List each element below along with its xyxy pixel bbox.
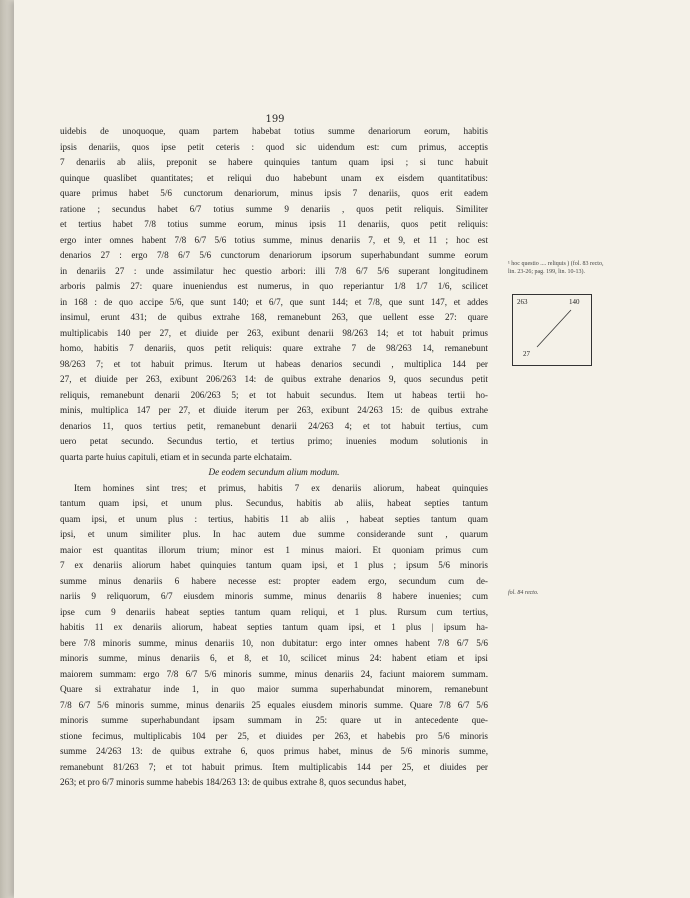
text-line: 7 ex denariis aliorum habet quinquies tantum quam ipsi, et 1 plus ; ipsum 5/6 minoris [60, 560, 488, 570]
text-line: denarios 27 : ergo 7/8 6/7 5/6 cunctorum denariorum ipsorum superhabundant summe eorum [60, 250, 488, 260]
text-line: et tertius habet 7/8 totius summe eorum, minus ipsis 11 denariis, quos petit reliquis: [60, 219, 488, 229]
text-line: minoris summe, minus denariis 6, et 8, et 10, scilicet minus 24: habent etiam et ipsi [60, 653, 488, 663]
paragraph-2 [60, 481, 488, 791]
text-line: quarta parte huius capituli, etiam et in secunda parte elchataim. [60, 451, 292, 462]
text-line: 98/263 7; et tot habuit primus. Iterum ut habeas denarios secundi , multiplica 144 per [60, 358, 488, 369]
margin-note-reference: ¹ hoc questio .... reliquis ) (fol. 83 recto, lin. 23-26; pag. 199, lin. 10-13). [508, 261, 604, 275]
paragraph-1 [60, 124, 488, 465]
text-line: 7/8 6/7 5/6 minoris summe, minus denariis 25 equales eiusdem minoris summe. Quare 7/8 6/7 5/6 [60, 699, 488, 710]
text-line: quinque quaslibet quantitates; et reliqui duo habebunt unam ex eisdem quantitatibus: [60, 172, 488, 183]
text-line: in denariis 27 : unde assimilatur hec questio arbori: illi 7/8 6/7 5/6 superant longitudinem [60, 265, 488, 276]
text-line: insimul, erunt 431; de quibus extrahe 168, remanebunt 263, que uellent esse 27: quare [60, 312, 488, 322]
text-line: maior est quantitas illorum trium; minor est 1 minus maiori. Et quoniam primus cum [60, 544, 488, 555]
diagram-label-bottom-left: 27 [523, 350, 530, 358]
text-line: bere 7/8 minoris summe, minus denariis 10, non dubitatur: ergo inter omnes habent 7/8 6/7 5/6 [60, 637, 488, 648]
diagram-diagonal-line [537, 310, 571, 347]
text-line: 27, et diuide per 263, exibunt 206/263 14: de quibus extrahe denarios 9, quos secundus petit [60, 374, 488, 384]
diagram-box [512, 294, 592, 366]
text-line: Quare si extrahatur inde 1, in quo maior summa superhabundat minorem, remanebunt [60, 684, 488, 694]
text-line: remanebunt 81/263 7; et tot habuit primus. Item multiplicabis 144 per 25, et diuides per [60, 761, 488, 772]
text-line: ipse cum 9 denariis habeat septies tantum quam reliqui, et 1 plus. Rursum cum tertius, [60, 606, 488, 617]
text-line: uidebis de unoquoque, quam partem habebat totius summe denariorum eorum, habitis [60, 126, 488, 136]
main-text [60, 124, 488, 791]
text-line: quam ipsi, et unum plus : tertius, habitis 11 ab aliis , habeat septies tantum quam [60, 513, 488, 524]
text-line: minis, multiplica 147 per 27, et diuide iterum per 263, exibunt 24/263 15: de quibus extrahe [60, 405, 488, 415]
text-line: tantum quam ipsi, et unum plus. Secundus, habitis ab aliis, habeat septies tantum [60, 498, 488, 508]
margin-note-folio: fol. 84 recto. [508, 590, 539, 596]
text-line: ipsi, et unum similiter plus. In hac autem due summe considerande sunt , quarum [60, 529, 488, 539]
text-line: stione fecimus, multiplicabis 104 per 25, et diuides per 263, et habebis pro 5/6 minoris [60, 730, 488, 741]
diagram-label-top-right: 140 [569, 298, 580, 306]
text-line: denarios 11, quos tertius petit, remanebunt denarii 24/263 4; et tot habuit tertius, cum [60, 420, 488, 431]
text-line: Item homines sint tres; et primus, habitis 7 ex denariis aliorum, habeat quinquies [74, 482, 488, 493]
text-line: habitis 11 ex denariis aliorum, habeat septies tantum quam ipsi, et 1 plus | ipsum ha- [60, 622, 488, 632]
text-line: uero petat secundo. Secundus tertio, et tertius primo; inuenies modum solutionis in [60, 436, 488, 446]
diagram-label-top-left: 263 [517, 298, 528, 306]
text-line: maiorem summam: ergo 7/8 6/7 5/6 minoris summe, minus denariis 24, faciunt maiorem summam. [60, 668, 488, 679]
page-number: 199 [265, 114, 285, 125]
text-line: nariis 9 reliquorum, 6/7 eiusdem minoris summe, minus denariis 8 habere inuenies; cum [60, 591, 488, 601]
text-line: multiplicabis 140 per 27, et diuide per 263, exibunt denarii 98/263 14; et tot habuit primus [60, 327, 488, 338]
text-line: ipsis denariis, quos ipse petit ceteris : quod sic uidendum est: cum primus, acceptis [60, 141, 488, 152]
text-line: 263; et pro 6/7 minoris summe habebis 184/263 13: de quibus extrahe 8, quos secundus habet, [60, 777, 407, 787]
text-line: minoris summe superhabundant ipsam summam in 25: quare ut in antecedente que- [60, 715, 488, 725]
text-line: 7 denariis ab aliis, preponit se habere quinquies tantum quam ipsi ; si tunc habuit [60, 157, 488, 167]
text-line: reliquis, remanebunt denarii 206/263 5; et tot habuit secundus. Item ut habeas tertii ho- [60, 389, 488, 400]
text-line: ergo inter omnes habent 7/8 6/7 5/6 totius summe, minus denariis 7, et 9, et 11 ; hoc est [60, 234, 488, 245]
section-heading: De eodem secundum alium modum. [208, 467, 340, 477]
text-line: in 168 : de quo accipe 5/6, que sunt 140; et 6/7, que sunt 144; et 7/8, que sunt 147, et addes [60, 296, 488, 307]
text-line: quare primus habet 5/6 cunctorum denariorum, minus ipsis 7 denariis, quos erit eadem [60, 188, 488, 198]
text-line: summe 24/263 13: de quibus extrahe 6, quos primus habet, minus de 5/6 minoris summe, [60, 746, 488, 756]
text-line: summe minus denariis 6 habere necesse est: propter eadem ergo, secundum cum de- [60, 575, 488, 586]
text-line: arboris palmis 27: quare inueniendus est numerus, in quo reperiantur 1/8 1/7 1/6, scilicet [60, 281, 488, 291]
text-line: homo, habitis 7 denariis, quos petit reliquis: quare extrahe 7 de 98/263 14, remanebunt [60, 343, 488, 353]
text-line: ratione ; secundus habet 6/7 totius summe 9 denariis , quos petit reliquis. Similiter [60, 203, 488, 214]
book-spine-shadow [0, 0, 14, 898]
